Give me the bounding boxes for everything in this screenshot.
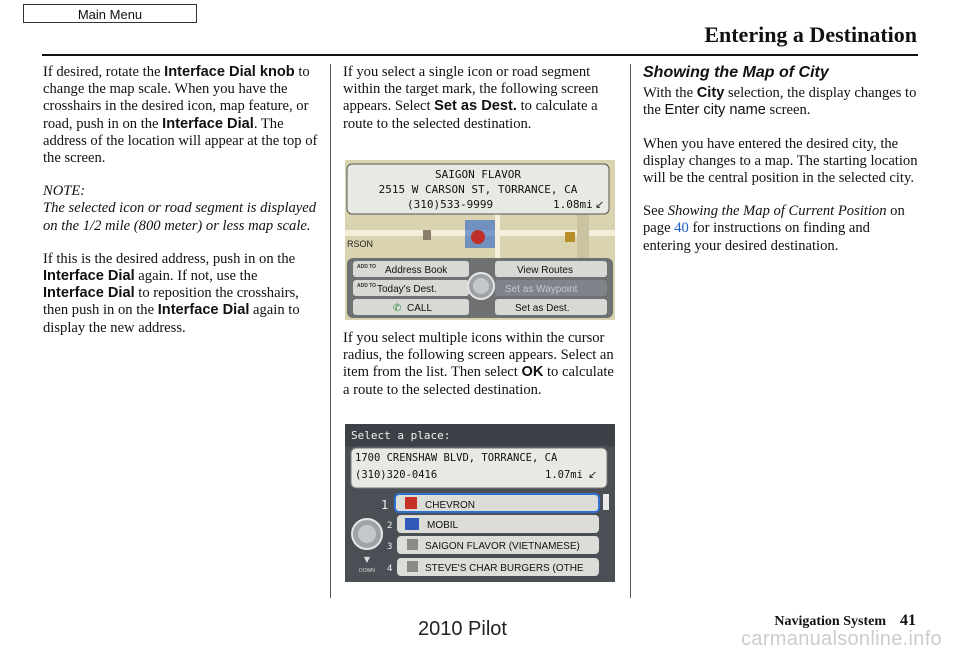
watermark: carmanualsonline.info [741,628,942,650]
paragraph-city-selection: With the City selection, the display changes to the Enter city name screen. [643,85,917,119]
svg-text:STEVE'S CHAR BURGERS (OTHE: STEVE'S CHAR BURGERS (OTHE [425,563,584,574]
address-book-button[interactable] [353,261,469,277]
view-routes-button[interactable] [495,261,607,277]
screenshot-destination-map [345,160,615,320]
poi-icon [423,230,431,240]
direction-arrow-icon: ↙ [595,198,605,211]
restaurant-icon [407,539,418,550]
svg-text:1: 1 [381,498,389,512]
list-item-3[interactable] [387,536,599,554]
call-button[interactable] [353,299,469,315]
footer-section: Navigation System [774,614,886,629]
svg-text:Set as Dest.: Set as Dest. [515,303,570,314]
svg-text:CALL: CALL [407,303,433,314]
down-arrow-icon: ▼ [363,555,371,564]
page-link[interactable]: 40 [674,220,689,237]
set-as-waypoint-button[interactable] [495,280,607,296]
set-as-dest-button[interactable] [495,299,607,315]
term-interface-dial: Interface Dial [162,115,254,132]
paragraph-see-also: See Showing the Map of Current Position on page 40 for instructions on finding and entering your desired destination. [643,203,905,254]
paragraph-confirm-address: If this is the desired address, push in on the Interface Dial again. If not, use the Interface Dial to reposition the crosshairs, then push in on the Interface Dial again to display the new address. [43,250,300,336]
svg-text:CHEVRON: CHEVRON [425,500,476,511]
column-3 [643,64,918,271]
svg-text:SAIGON FLAVOR (VIETNAMESE): SAIGON FLAVOR (VIETNAMESE) [425,541,580,552]
screenshot-select-a-place [345,424,615,582]
place-address: 2515 W CARSON ST, TORRANCE, CA [378,183,578,196]
select-place-header: Select a place: [351,429,451,442]
street-label: RSON [347,239,374,249]
place-distance: 1.07mi [545,469,583,481]
todays-dest-button[interactable] [353,280,469,296]
list-scrollbar[interactable] [603,494,609,510]
interface-dial-icon [468,273,494,299]
svg-text:Today's Dest.: Today's Dest. [377,284,437,295]
paragraph-city-map: When you have entered the desired city, the display changes to a map. The starting location will be the central position in the selected city. [643,135,918,187]
svg-text:Address Book: Address Book [385,265,448,276]
place-phone: (310)320-0416 [355,469,438,481]
svg-text:4: 4 [387,564,393,574]
restaurant-icon [407,561,418,572]
place-name: SAIGON FLAVOR [434,168,522,181]
section-heading: Showing the Map of City [643,64,829,81]
mobil-brand-icon [405,518,419,530]
term-interface-dial-knob: Interface Dial knob [164,64,295,80]
list-item-2[interactable] [387,515,599,533]
column-2-lower [343,330,616,415]
svg-text:View Routes: View Routes [517,265,573,276]
note-label: NOTE: [43,183,86,200]
list-item-4[interactable] [387,558,599,576]
list-item-1[interactable] [381,494,599,512]
place-address: 1700 CRENSHAW BLVD, TORRANCE, CA [355,452,558,464]
page-number: 41 [900,612,916,629]
svg-text:MOBIL: MOBIL [427,520,459,531]
svg-text:3: 3 [387,542,393,552]
down-label: DOWN [359,568,375,574]
paragraph-rotate-dial: If desired, rotate the Interface Dial knob to change the map scale. When you have the crosshairs in the desired icon, map feature, or road, push in on the Interface Dial. The address of the location will appear at the top of the screen. [43,64,318,167]
column-divider-2 [630,64,631,598]
direction-arrow-icon: ↙ [588,468,598,481]
main-menu-button[interactable]: Main Menu [23,4,197,23]
note-text: The selected icon or road segment is displayed on the 1/2 mile (800 meter) or less map scale. [43,200,317,234]
destination-pin-icon [471,230,485,244]
phone-icon: ✆ [393,303,402,314]
place-distance: 1.08mi [553,198,593,211]
svg-text:Set as Waypoint: Set as Waypoint [505,284,578,295]
svg-text:ADD TO: ADD TO [357,283,377,289]
interface-dial-icon [352,519,382,549]
column-2 [343,64,616,149]
poi-icon [565,232,575,242]
page-title: Entering a Destination [704,22,917,47]
note-block [43,183,319,235]
paragraph-single-icon: If you select a single icon or road segment within the target mark, the following screen appears. Select Set as Dest. to calculate a route to the selected destination. [343,64,599,132]
svg-text:ADD TO: ADD TO [357,264,377,270]
column-divider-1 [330,64,331,598]
header-rule [42,54,918,56]
chevron-brand-icon [405,497,417,509]
column-1 [43,64,319,353]
vehicle-model: 2010 Pilot [418,618,507,640]
svg-text:2: 2 [387,521,393,531]
place-phone: (310)533-9999 [407,198,494,211]
paragraph-multiple-icons: If you select multiple icons within the cursor radius, the following screen appears. Select an item from the list. Then select OK to calculate a route to the selected destination. [343,330,614,398]
